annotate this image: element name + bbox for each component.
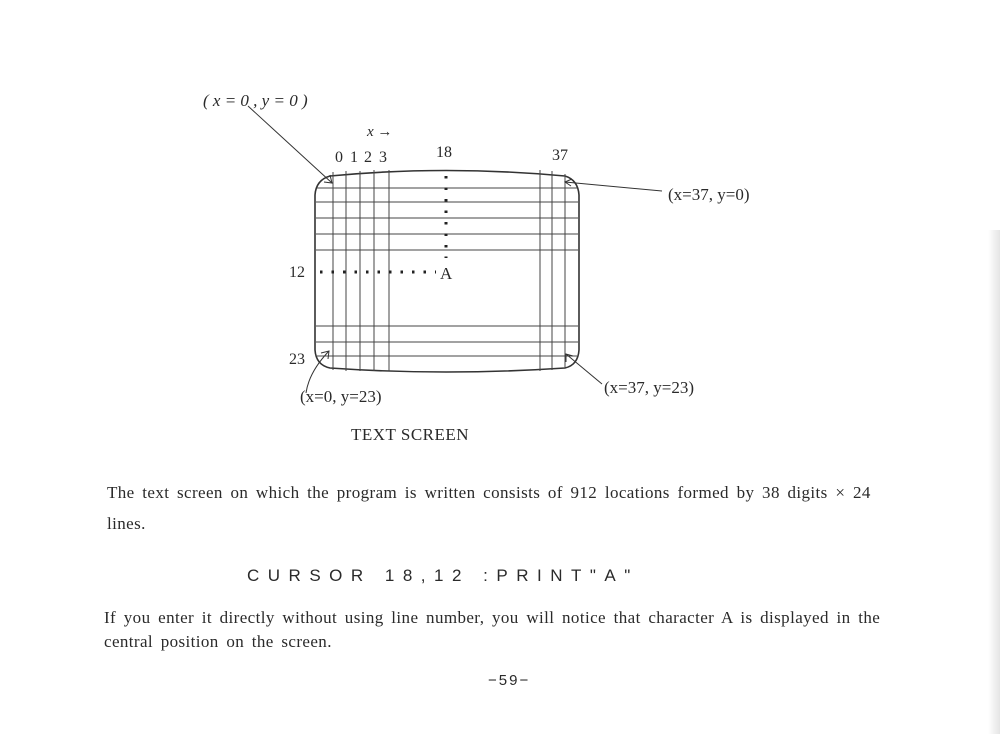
bottom-left-coordinate-label: (x=0, y=23): [300, 387, 382, 406]
row-label-23: 23: [289, 351, 305, 368]
description-paragraph: The text screen on which the program is written consists of 912 locations formed by 38 digits × 24 lines.: [107, 483, 871, 533]
bottom-right-coordinate-label: (x=37, y=23): [604, 378, 694, 397]
top-right-leader: [565, 182, 662, 191]
column-label-2: 2: [364, 149, 372, 166]
page-number: −59−: [488, 672, 531, 689]
column-label-1: 1: [350, 149, 358, 166]
top-right-coordinate-label: (x=37, y=0): [668, 185, 750, 204]
x-axis-arrow-label: x →: [367, 124, 393, 140]
scan-edge-shadow: [988, 230, 1000, 734]
bottom-right-leader: [566, 354, 602, 384]
origin-leader: [248, 106, 332, 183]
character-a-marker: A: [440, 264, 453, 283]
origin-coordinate-label: ( x = 0 , y = 0 ): [203, 91, 308, 110]
column-label-18: 18: [436, 144, 452, 161]
row-label-12: 12: [289, 264, 305, 281]
explanation-paragraph: If you enter it directly without using line number, you will notice that character A is displayed in the central position on the screen.: [104, 608, 881, 651]
figure-caption: TEXT SCREEN: [351, 425, 470, 444]
basic-code-example: CURSOR 18,12 :PRINT"A": [247, 566, 639, 585]
column-label-3: 3: [379, 149, 387, 166]
column-label-37: 37: [552, 147, 568, 164]
column-label-0: 0: [335, 149, 343, 166]
